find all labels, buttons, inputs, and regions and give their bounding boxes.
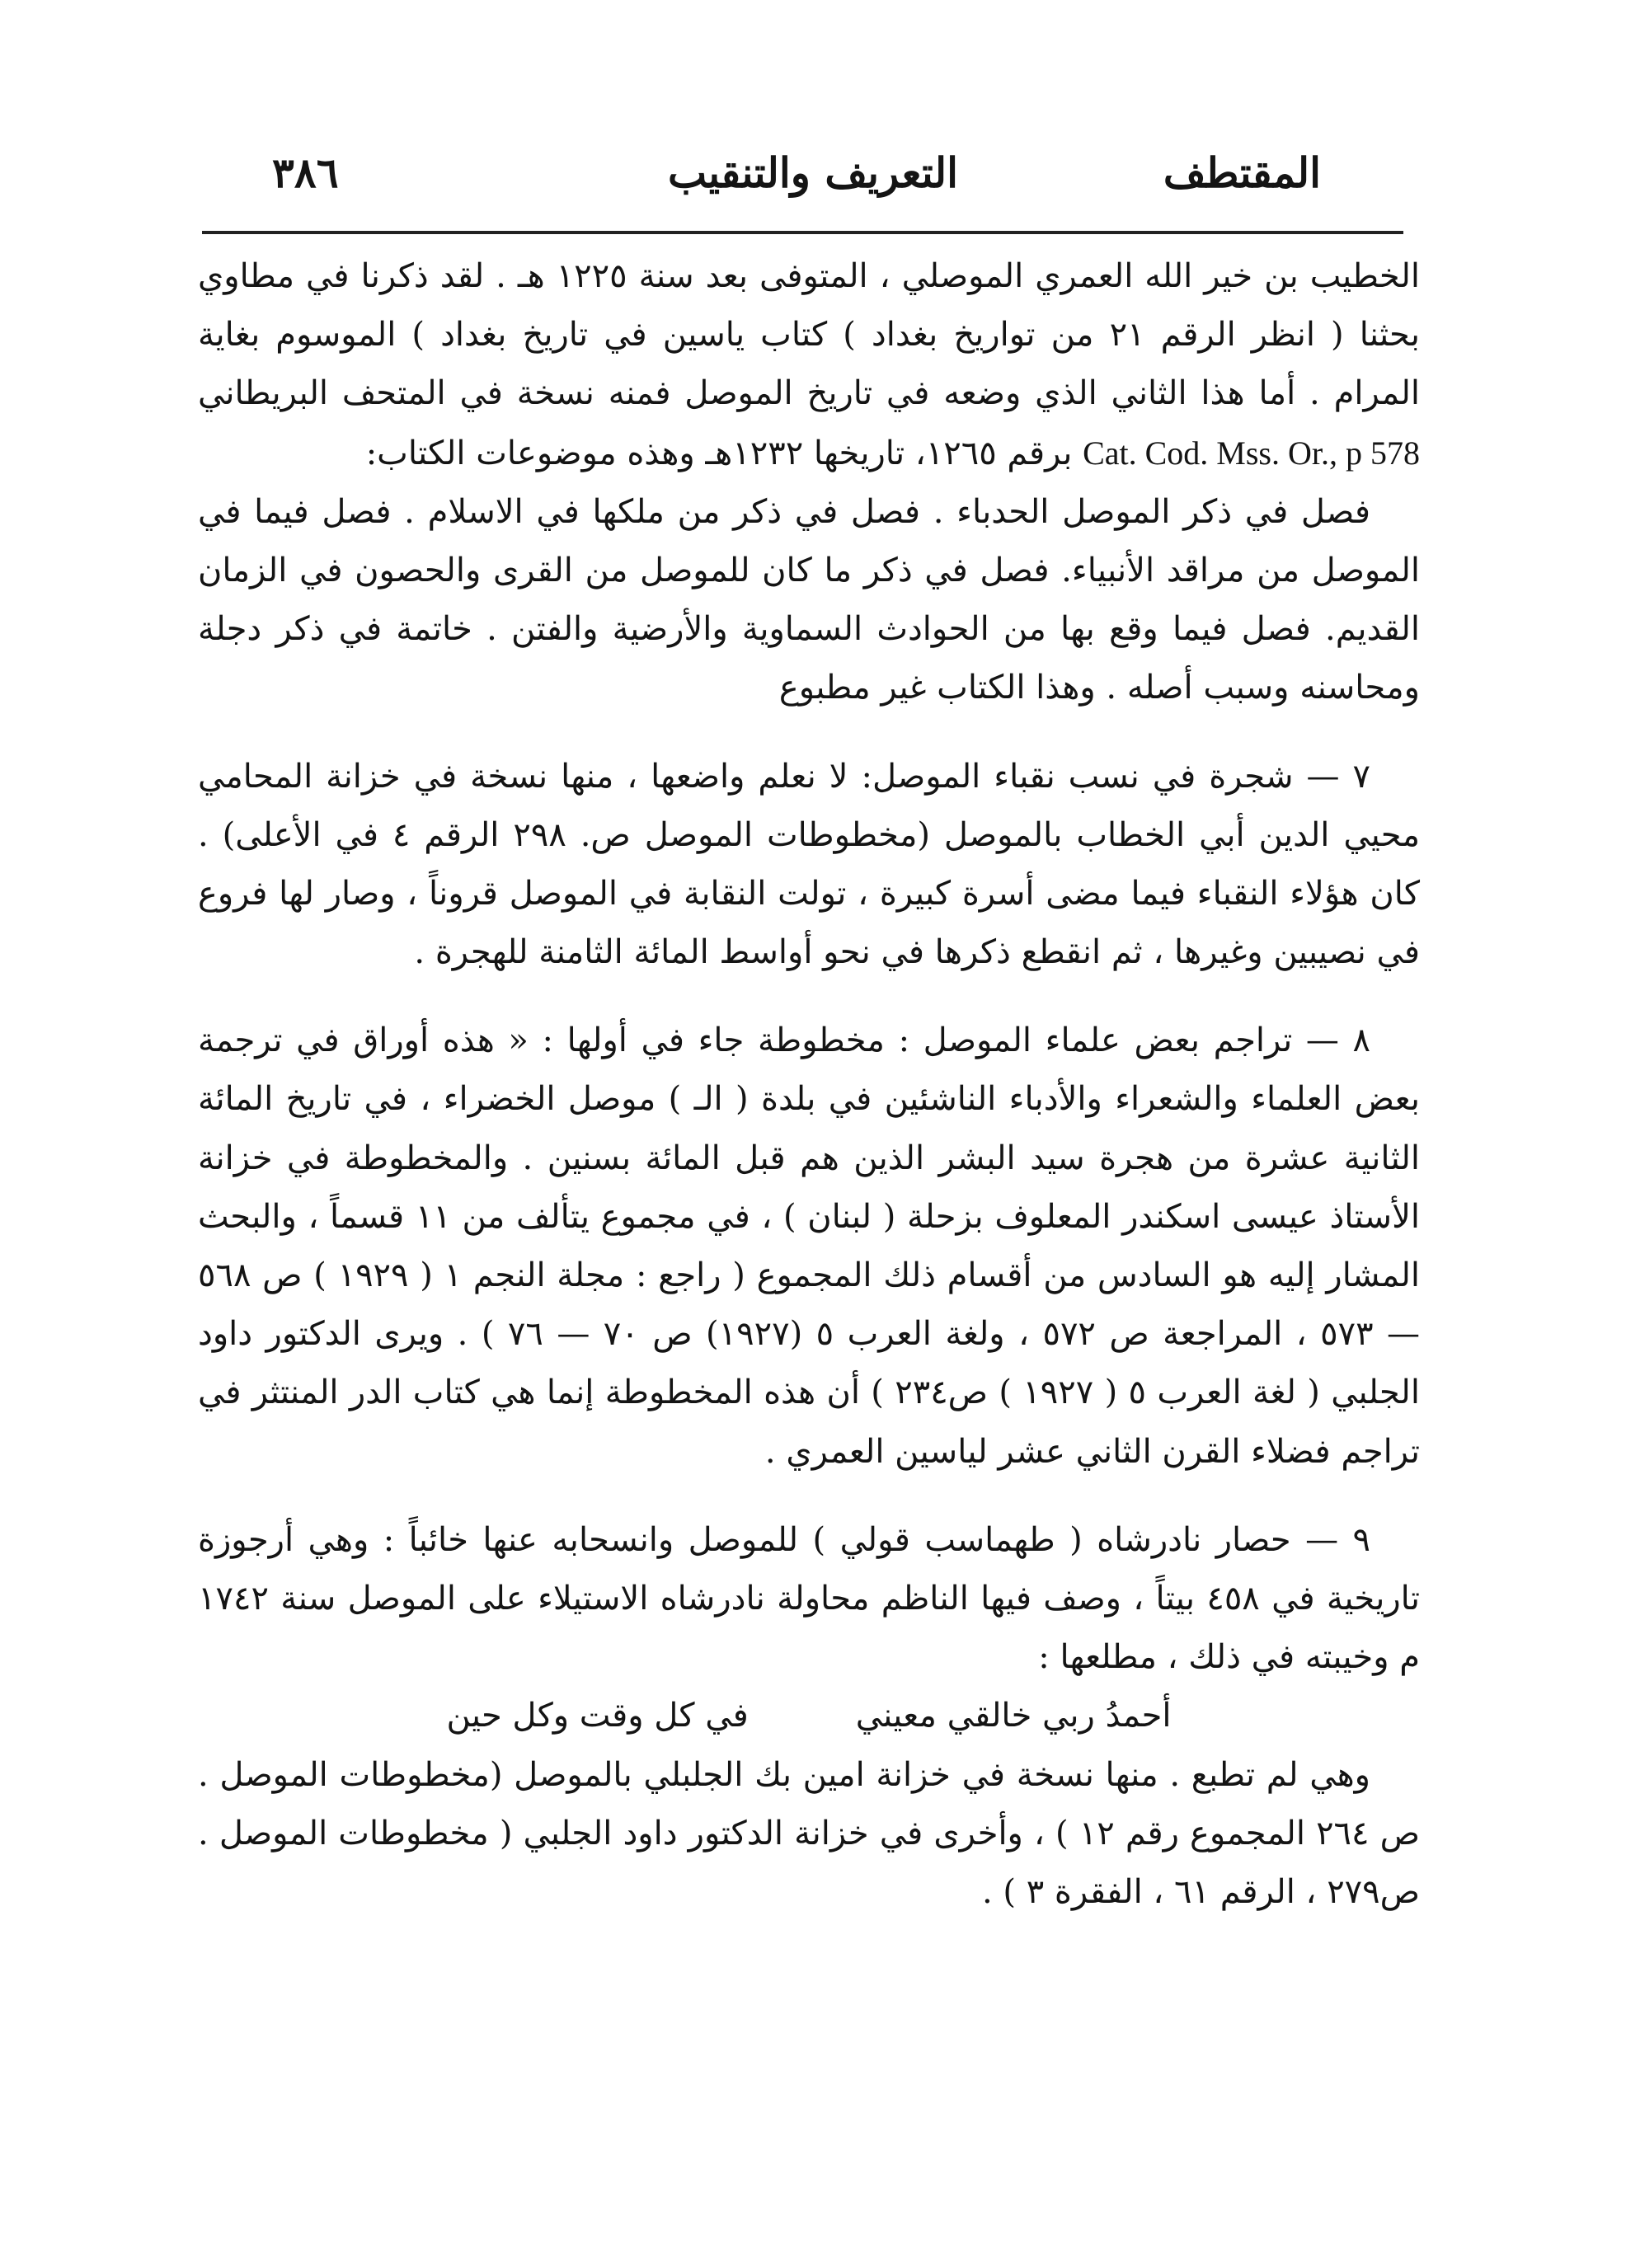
section-title: التعريف والتنقيب (668, 148, 958, 197)
paragraph-intro-tail: برقم ١٢٦٥، تاريخها ١٢٣٢هـ وهذه موضوعات الكتاب: (365, 434, 1073, 472)
entry-7: ٧ — شجرة في نسب نقباء الموصل: لا نعلم واضعها ، منها نسخة في خزانة المحامي محيي الدين أبي الخطاب بالموصل (مخطوطات الموصل ص. ٢٩٨ الرقم ٤ في الأعلى) . كان هؤلاء النقباء فيما مضى أسرة كبيرة ، تولت النقابة في الموصل قروناً ، وصار لها فروع في نصيبين وغيرها ، ثم انقطع ذكرها في نحو أواسط المائة الثامنة للهجرة . (198, 757, 1420, 972)
verse-second-hemistich: في كل وقت وكل حين (446, 1697, 749, 1735)
closing-paragraph: وهي لم تطبع . منها نسخة في خزانة امين بك الجلبلي بالموصل (مخطوطات الموصل . ص ٢٦٤ المجموع رقم ١٢ ) ، وأخرى في خزانة الدكتور داود الجلبي ( مخطوطات الموصل . ص٢٧٩ ، الرقم ٦١ ، الفقرة ٣ ) . (198, 1755, 1420, 1911)
journal-name: المقتطف (1163, 148, 1321, 197)
article-body (198, 247, 1420, 1922)
header-rule (202, 231, 1403, 234)
page-number: ٣٨٦ (272, 148, 339, 197)
entry-9: ٩ — حصار نادرشاه ( طهماسب قولي ) للموصل وانسحابه عنها خائباً : وهي أرجوزة تاريخية في ٤٥٨ بيتاً ، وصف فيها الناظم محاولة نادرشاه الاستيلاء على الموصل سنة ١٧٤٢ م وخيبته في ذلك ، مطلعها : (198, 1520, 1421, 1677)
poem-verse (198, 1687, 1420, 1745)
catalogue-reference: Cat. Cod. Mss. Or., p 578 (1083, 434, 1420, 472)
page-header (198, 148, 1428, 214)
chapters-list: فصل في ذكر الموصل الحدباء . فصل في ذكر من ملكها في الاسلام . فصل فيما في الموصل من مراقد الأنبياء. فصل في ذكر ما كان للموصل من القرى والحصون في الزمان القديم. فصل فيما وقع بها من الحوادث السماوية والأرضية والفتن . خاتمة في ذكر دجلة ومحاسنه وسبب أصله . وهذا الكتاب غير مطبوع (198, 492, 1420, 707)
entry-8: ٨ — تراجم بعض علماء الموصل : مخطوطة جاء في أولها : « هذه أوراق في ترجمة بعض العلماء والشعراء والأدباء الناشئين في بلدة ( الـ ) موصل الخضراء ، في تاريخ المائة الثانية عشرة من هجرة سيد البشر الذين هم قبل المائة بسنين . والمخطوطة في خزانة الأستاذ عيسى اسكندر المعلوف بزحلة ( لبنان ) ، في مجموع يتألف من ١١ قسماً ، والبحث المشار إليه هو السادس من أقسام ذلك المجموع ( راجع : مجلة النجم ١ ( ١٩٢٩ ) ص ٥٦٨ — ٥٧٣ ، المراجعة ص ٥٧٢ ، ولغة العرب ٥ (١٩٢٧) ص ٧٠ — ٧٦ ) . ويرى الدكتور داود الجلبي ( لغة العرب ٥ ( ١٩٢٧ ) ص٢٣٤ ) أن هذه المخطوطة إنما هي كتاب الدر المنتثر في تراجم فضلاء القرن الثاني عشر لياسين العمري . (198, 1021, 1421, 1471)
paragraph-intro (198, 247, 1420, 483)
verse-first-hemistich: أحمدُ ربي خالقي معيني (855, 1697, 1172, 1735)
paragraph-intro-text: الخطيب بن خير الله العمري الموصلي ، المتوفى بعد سنة ١٢٢٥ هـ . لقد ذكرنا في مطاوي بحثنا ( انظر الرقم ٢١ من تواريخ بغداد ) كتاب ياسين في تاريخ بغداد ) الموسوم بغاية المرام . أما هذا الثاني الذي وضعه في تاريخ الموصل فمنه نسخة في المتحف البريطاني (198, 257, 1420, 413)
